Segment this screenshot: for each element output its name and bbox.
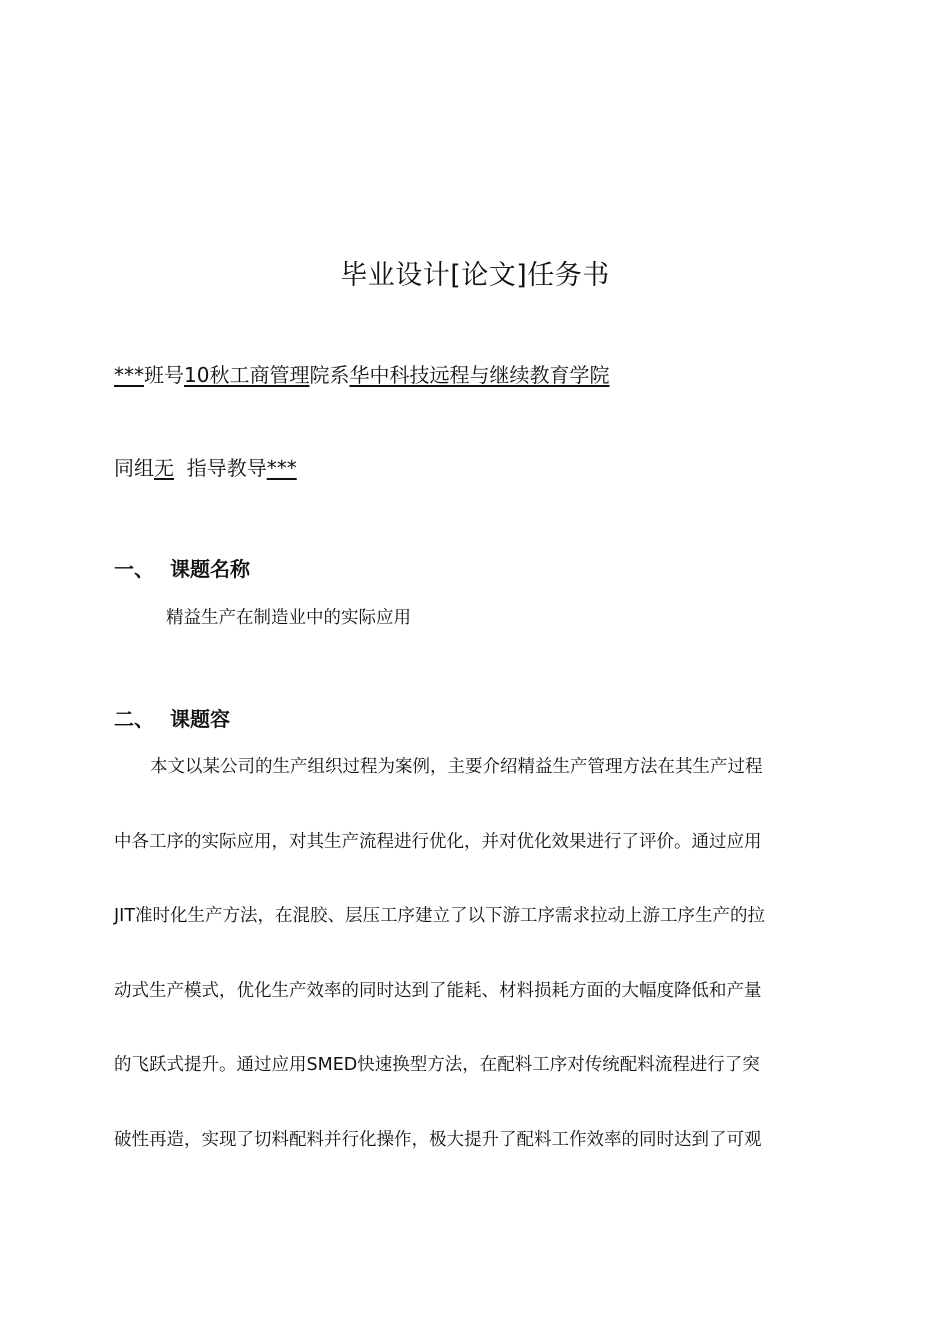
section-heading-topic-name bbox=[114, 554, 250, 584]
advisor-value: *** bbox=[266, 456, 297, 480]
class-value: 10秋工商管理 bbox=[184, 363, 310, 387]
paragraph-line: 本文以某公司的生产组织过程为案例，主要介绍精益生产管理方法在其生产过程 bbox=[150, 757, 763, 777]
group-value: 无 bbox=[154, 456, 174, 480]
section-title: 课题容 bbox=[170, 707, 230, 731]
paragraph-line: 破性再造，实现了切料配料并行化操作，极大提升了配料工作效率的同时达到了可观 bbox=[114, 1130, 762, 1150]
paragraph-line: 的飞跃式提升。通过应用SMED快速换型方法，在配料工序对传统配料流程进行了突 bbox=[114, 1055, 760, 1075]
student-info-line bbox=[114, 360, 609, 390]
document-title: 毕业设计[论文]任务书 bbox=[340, 260, 610, 291]
paragraph-line: JIT准时化生产方法，在混胶、层压工序建立了以下游工序需求拉动上游工序生产的拉 bbox=[114, 906, 766, 926]
paragraph-line: 动式生产模式，优化生产效率的同时达到了能耗、材料损耗方面的大幅度降低和产量 bbox=[114, 981, 762, 1001]
student-name: *** bbox=[114, 363, 144, 387]
section-number: 一、 bbox=[114, 557, 154, 581]
department-label: 院系 bbox=[309, 363, 350, 387]
section-title: 课题名称 bbox=[170, 557, 250, 581]
topic-name-text: 精益生产在制造业中的实际应用 bbox=[166, 608, 411, 628]
group-info-line bbox=[114, 453, 297, 483]
paragraph-line: 中各工序的实际应用，对其生产流程进行优化，并对优化效果进行了评价。通过应用 bbox=[114, 832, 762, 852]
section-number: 二、 bbox=[114, 707, 154, 731]
group-label: 同组 bbox=[114, 456, 154, 480]
class-label: 班号 bbox=[144, 363, 184, 387]
advisor-label: 指导教导 bbox=[186, 456, 267, 480]
section-heading-topic-content bbox=[114, 704, 230, 734]
department-value: 华中科技远程与继续教育学院 bbox=[349, 363, 610, 387]
